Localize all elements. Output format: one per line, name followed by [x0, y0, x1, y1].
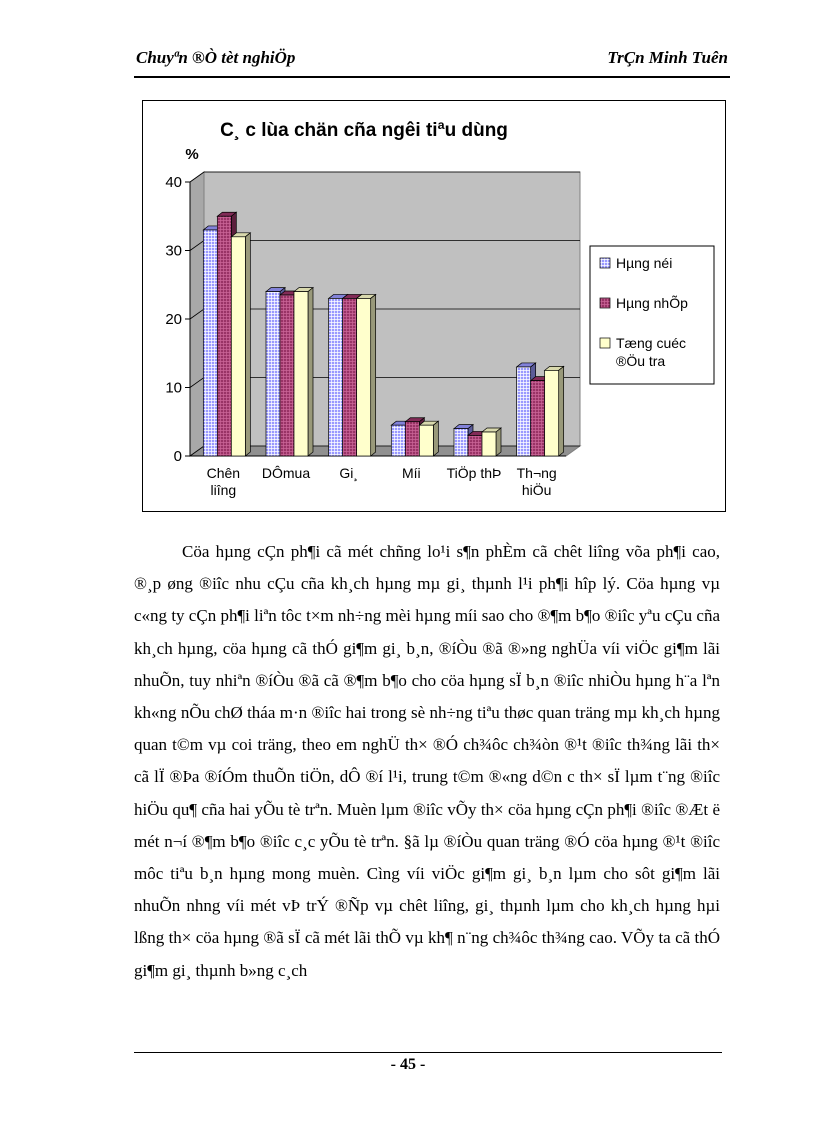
chart-bar	[203, 230, 217, 456]
chart-ytick-label: 30	[165, 242, 182, 260]
chart-bar	[454, 429, 468, 456]
chart-xtick-label: Chên	[206, 465, 241, 481]
chart-legend-swatch	[600, 258, 610, 268]
chart-bar	[294, 292, 308, 456]
body-line: ®Þa ®íÓm thuÕn tiÖn, dÔ ®í l¹i, trung t©m ®«ng d©n c th× sÏ lµm t¨ng	[169, 767, 686, 787]
chart-ytick-label: 10	[165, 379, 182, 397]
chart-bar	[357, 298, 371, 456]
chart-bar	[391, 425, 405, 456]
body-line: b¶o cho cöa hµng sÏ b¸n ®iîc nhiÒu hµng h¨a lªn kh«ng nÕu chØ tháa m·n	[134, 670, 720, 723]
chart-xtick-label: DÔmua	[261, 465, 311, 481]
chart-bar	[482, 432, 496, 456]
chart-xtick-label: hiÖu	[521, 482, 552, 498]
chart-title: C¸ c lùa chän cña ngêi tiªu dùng	[220, 120, 508, 141]
chart-bar	[545, 370, 559, 456]
chart-bar	[231, 237, 245, 456]
chart-legend-label: Hµng néi	[616, 255, 673, 271]
body-line: ®íÒu ®ã ®»ng nghÜa víi viÖc gi¶m lãi nhuÕn, tuy nhiªn ®íÒu ®ã cã ®¶m	[134, 638, 721, 690]
chart-bar	[419, 425, 433, 456]
header-rule	[134, 76, 730, 78]
body-line: gi¶m gi¸ b¸n lµm cho sôt gi¶m lãi nhuÕn nhng víi mét vÞ trÝ ®Ñp vµ chêt	[134, 864, 721, 916]
body-line: ®iîc hai trong sè nh÷ng tiªu thøc quan träng mµ kh¸ch hµng quan t©m vµ	[134, 703, 720, 755]
chart-bar	[405, 422, 419, 456]
chart-xtick-label: Th¬ng	[516, 465, 557, 481]
body-line: ®iîc hiÖu qu¶ cña hai yÕu tè trªn. Muèn lµm ®iîc vÕy th× cöa hµng cÇn	[134, 767, 721, 819]
chart-legend-swatch	[600, 338, 610, 348]
chart	[142, 100, 726, 512]
chart-bar	[280, 295, 294, 456]
chart-ytick-label: 40	[165, 174, 182, 191]
body-line: Cöa hµng cÇn ph¶i cã mét chñng lo¹i s¶n phÈm cã chêt liîng võa	[182, 542, 651, 561]
chart-ytick-label: 0	[173, 448, 182, 465]
chart-xtick-label: TiÖp thÞ	[446, 465, 502, 481]
chart-xtick-label: Gi¸	[339, 465, 359, 481]
header-right: TrÇn Minh Tuên	[607, 48, 728, 67]
chart-ylabel: %	[185, 146, 199, 163]
body-line: thÕ vµ kh¶ n¨ng ch¾ôc th¾ng cao. VÕy ta cã thÓ gi¶m gi¸ thµnh b»ng c¸ch	[134, 928, 721, 980]
body-line: lý. Cöa hµng vµ c«ng ty cÇn ph¶i liªn tôc t×m nh÷ng mèi hµng míi sao cho	[134, 574, 720, 626]
chart-bar-side	[433, 421, 438, 456]
chart-bar	[517, 367, 531, 456]
chart-xtick-label: Míi	[401, 465, 421, 481]
chart-bar	[531, 381, 545, 456]
chart-legend-label: Tæng cuéc ®Öu tra	[616, 335, 687, 369]
body-line: ph¶i cao, ®¸p øng ®iîc nhu cÇu cña kh¸ch hµng mµ gi¸ thµnh l¹i ph¶i hîp	[134, 542, 720, 594]
chart-bar	[468, 435, 482, 456]
body-paragraph	[134, 536, 720, 987]
chart-bar-side	[559, 366, 564, 456]
footer-rule	[134, 1052, 722, 1053]
body-line: träng ®Ó cöa hµng ®¹t ®iîc môc tiªu b¸n hµng mong muèn. Cìng víi viÖc	[134, 831, 721, 884]
chart-bar-side	[245, 233, 250, 456]
page-number: - 45 -	[390, 1056, 426, 1073]
body-line: ph¶i ®iîc ®Æt ë mét n¬í ®¶m b¶o ®iîc c¸c yÕu tè trªn. §ã lµ ®íÒu quan	[134, 799, 721, 851]
body-line: coi träng, theo em nghÜ th× ®Ó ch¾ôc ch¾òn ®¹t ®iîc th¾ng lãi th× cã lÏ	[134, 735, 720, 787]
paragraph	[134, 536, 720, 987]
chart-bar	[266, 292, 280, 456]
chart-bar-side	[371, 294, 376, 456]
chart-legend-swatch	[600, 298, 610, 308]
chart-xtick-label: liîng	[210, 482, 237, 498]
chart-bar	[217, 216, 231, 456]
chart-legend-label: Hµng nhÕp	[616, 295, 688, 311]
body-line: liîng, gi¸ thµnh lµm cho kh¸ch hµng hµi lßng th× cöa hµng ®ã sÏ cã mét lãi	[134, 896, 720, 948]
chart-bar	[329, 298, 343, 456]
chart-bar-side	[308, 288, 313, 456]
header-left: Chuyªn ®Ò tèt nghiÖp	[136, 48, 296, 67]
chart-ytick-label: 20	[165, 311, 182, 328]
chart-figure	[142, 100, 726, 512]
chart-bar	[343, 298, 357, 456]
chart-bar-side	[496, 428, 501, 456]
body-line: ®¶m b¶o ®iîc yªu cÇu cña kh¸ch hµng, cöa hµng cã thÓ gi¶m gi¸ b¸n,	[134, 606, 720, 658]
